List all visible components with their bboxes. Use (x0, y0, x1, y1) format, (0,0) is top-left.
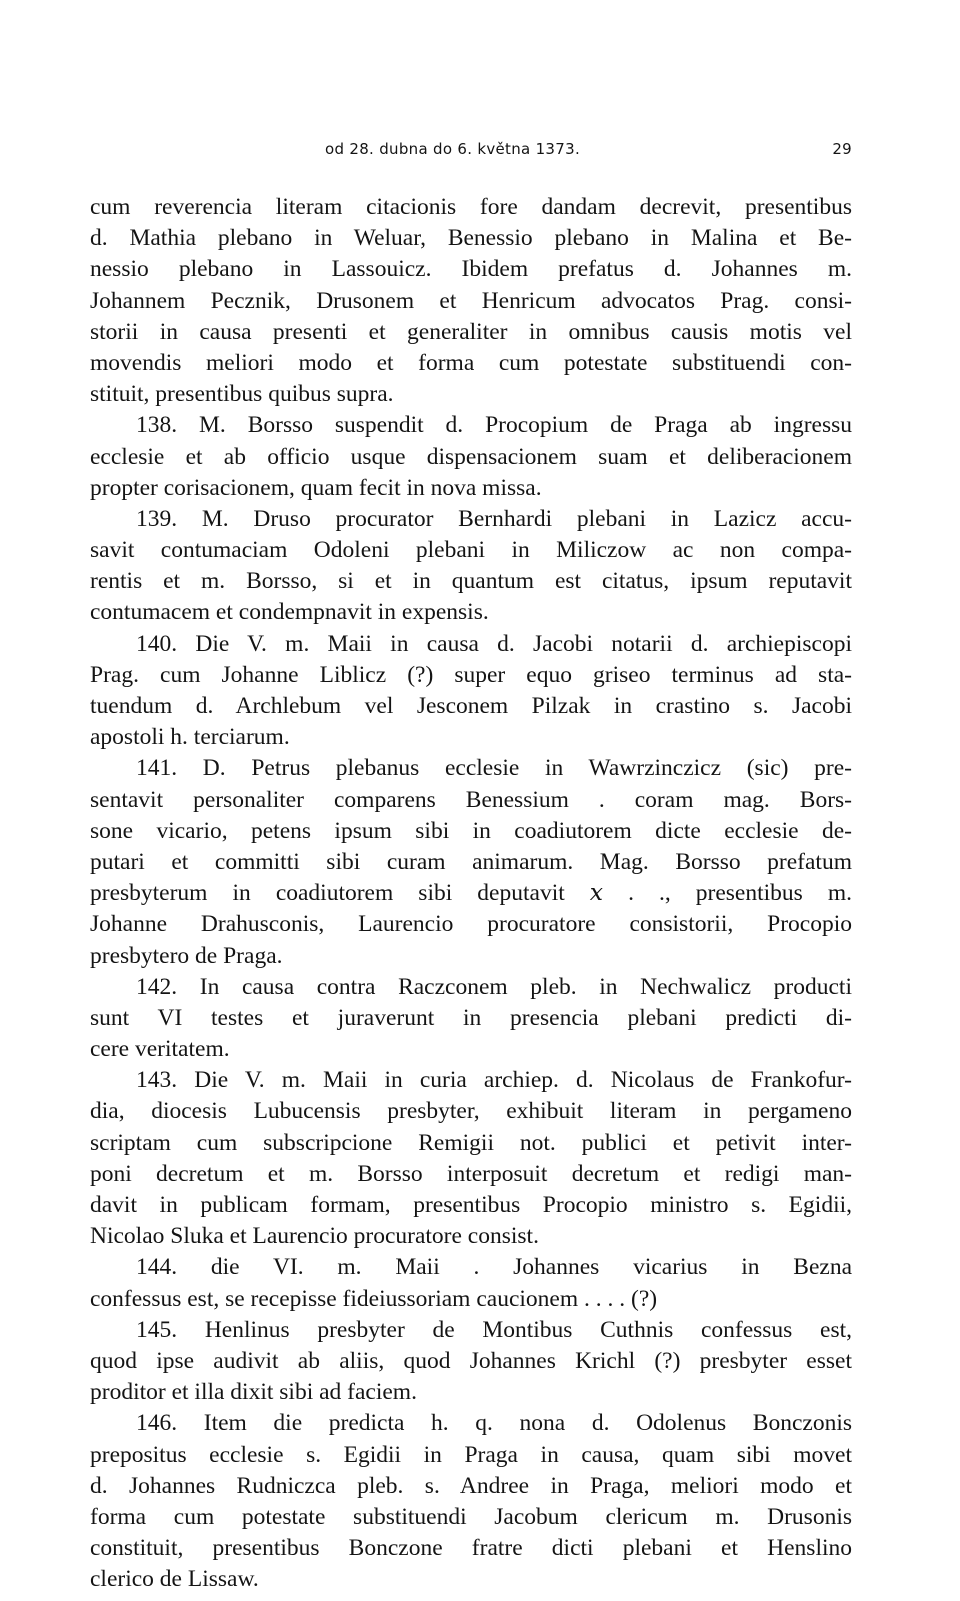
text-line: 145. Henlinus presbyter de Montibus Cuthnis confessus est, (136, 1316, 852, 1343)
text-line: 138. M. Borsso suspendit d. Procopium de Praga ab ingressu (136, 412, 852, 439)
text-line: prepositus ecclesie s. Egidii in Praga in causa, quam sibi movet (90, 1441, 852, 1468)
text-line: stituit, presentibus quibus supra. (90, 381, 394, 408)
text-line: davit in publicam formam, presentibus Procopio ministro s. Egidii, (90, 1192, 852, 1218)
text-line: confessus est, se recepisse fideiussoriam caucionem . . . . (?) (90, 1285, 658, 1312)
text-line: putari et committi sibi curam animarum. Mag. Borsso prefatum (90, 848, 852, 875)
text-line: Johanne Drahusconis, Laurencio procuratore consistorii, Procopio (90, 911, 852, 938)
text-line: Prag. cum Johanne Liblicz (?) super equo griseo terminus ad sta- (90, 661, 852, 688)
text-line: 146. Item die predicta h. q. nona d. Odolenus Bonczonis (136, 1410, 852, 1437)
text-line: 140. Die V. m. Maii in causa d. Jacobi notarii d. archiepiscopi (136, 630, 852, 657)
text-line: propter corisacionem, quam fecit in nova missa. (90, 474, 542, 501)
text-line: presbyterum in coadiutorem sibi deputavit 𝑥 . ., presentibus m. (90, 880, 852, 907)
body-text (90, 192, 852, 1595)
text-line: contumacem et condempnavit in expensis. (90, 599, 489, 626)
text-line: apostoli h. terciarum. (90, 724, 290, 751)
text-line: forma cum potestate substituendi Jacobum clericum m. Drusonis (90, 1503, 852, 1530)
text-line: cum reverencia literam citacionis fore dandam decrevit, presentibus (90, 194, 852, 220)
text-line: ecclesie et ab officio usque dispensacionem suam et deliberacionem (90, 443, 852, 470)
text-line: proditor et illa dixit sibi ad faciem. (90, 1379, 417, 1406)
text-line: nessio plebano in Lassouicz. Ibidem prefatus d. Johannes m. (90, 256, 852, 283)
text-line: dia, diocesis Lubucensis presbyter, exhibuit literam in pergameno (90, 1098, 852, 1125)
text-line: cere veritatem. (90, 1036, 230, 1063)
text-line: sone vicario, petens ipsum sibi in coadiutorem dicte ecclesie de- (90, 817, 852, 844)
text-line: movendis meliori modo et forma cum potestate substituendi con- (90, 349, 852, 376)
text-line: d. Johannes Rudniczca pleb. s. Andree in Praga, meliori modo et (90, 1472, 852, 1499)
text-line: constituit, presentibus Bonczone fratre dicti plebani et Henslino (90, 1535, 852, 1562)
text-line: poni decretum et m. Borsso interposuit decretum et redigi man- (90, 1160, 852, 1187)
text-line: scriptam cum subscripcione Remigii not. publici et petivit inter- (90, 1129, 852, 1156)
text-line: Johannem Pecznik, Drusonem et Henricum advocatos Prag. consi- (90, 287, 852, 314)
text-line: 144. die VI. m. Maii . Johannes vicarius in Bezna (136, 1254, 852, 1281)
text-line: Nicolao Sluka et Laurencio procuratore consist. (90, 1223, 539, 1250)
running-title: od 28. dubna do 6. května 1373. (325, 140, 581, 158)
text-line: quod ipse audivit ab aliis, quod Johannes Krichl (?) presbyter esset (90, 1347, 852, 1374)
text-line: storii in causa presenti et generaliter in omnibus causis motis vel (90, 318, 852, 345)
text-line: sunt VI testes et juraverunt in presencia plebani predicti di- (90, 1004, 852, 1031)
text-line: clerico de Lissaw. (90, 1566, 259, 1593)
text-line: presbytero de Praga. (90, 942, 283, 969)
text-line: savit contumaciam Odoleni plebani in Miliczow ac non compa- (90, 537, 852, 564)
page-number: 29 (832, 140, 852, 158)
text-line: rentis et m. Borsso, si et in quantum est citatus, ipsum reputavit (90, 568, 852, 595)
text-line: 143. Die V. m. Maii in curia archiep. d. Nicolaus de Frankofur- (136, 1067, 852, 1094)
text-line: sentavit personaliter comparens Benessium . coram mag. Bors- (90, 786, 852, 813)
text-line: 139. M. Druso procurator Bernhardi plebani in Lazicz accu- (136, 505, 852, 532)
text-line: 142. In causa contra Raczconem pleb. in Nechwalicz producti (136, 973, 852, 1000)
text-line: tuendum d. Archlebum vel Jesconem Pilzak in crastino s. Jacobi (90, 693, 852, 719)
running-header (95, 140, 852, 164)
text-line: 141. D. Petrus plebanus ecclesie in Wawrzinczicz (sic) pre- (136, 755, 852, 782)
text-line: d. Mathia plebano in Weluar, Benessio plebano in Malina et Be- (90, 225, 852, 252)
